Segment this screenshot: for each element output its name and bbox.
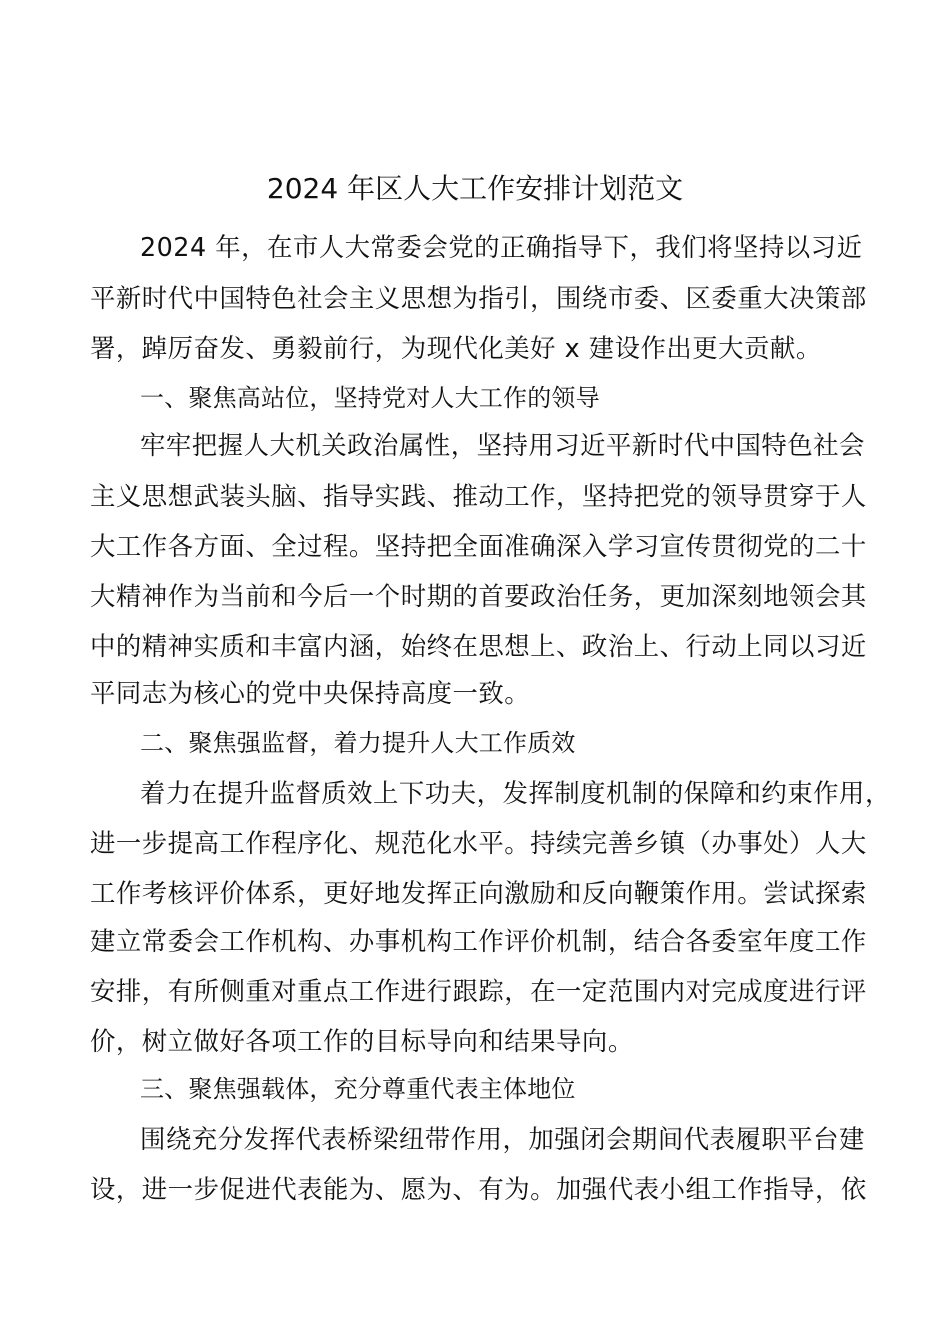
paragraph-line: 工作考核评价体系，更好地发挥正向激励和反向鞭策作用。尝试探索	[90, 878, 867, 908]
paragraph-line: 署，踔厉奋发、勇毅前行，为现代化美好 x 建设作出更大贡献。	[90, 333, 822, 363]
paragraph-line: 主义思想武装头脑、指导实践、推动工作，坚持把党的领导贯穿于人	[90, 481, 867, 511]
paragraph-line: 着力在提升监督质效上下功夫，发挥制度机制的保障和约束作用，	[140, 778, 891, 808]
paragraph-line: 平新时代中国特色社会主义思想为指引，围绕市委、区委重大决策部	[90, 283, 867, 313]
paragraph-line: 中的精神实质和丰富内涵，始终在思想上、政治上、行动上同以习近	[90, 631, 867, 661]
paragraph-line: 牢牢把握人大机关政治属性，坚持用习近平新时代中国特色社会	[140, 430, 865, 460]
paragraph-line: 建立常委会工作机构、办事机构工作评价机制，结合各委室年度工作	[90, 926, 867, 956]
paragraph-line: 大工作各方面、全过程。坚持把全面准确深入学习宣传贯彻党的二十	[90, 531, 867, 561]
paragraph-line: 平同志为核心的党中央保持高度一致。	[90, 678, 531, 708]
paragraph-line: 价，树立做好各项工作的目标导向和结果导向。	[90, 1026, 634, 1056]
paragraph-line: 进一步提高工作程序化、规范化水平。持续完善乡镇（办事处）人大	[90, 828, 867, 858]
paragraph-line: 大精神作为当前和今后一个时期的首要政治任务，更加深刻地领会其	[90, 581, 867, 611]
section-heading: 二、聚焦强监督，着力提升人大工作质效	[140, 729, 576, 757]
section-heading: 一、聚焦高站位，坚持党对人大工作的领导	[140, 384, 600, 412]
document-title: 2024 年区人大工作安排计划范文	[266, 172, 684, 205]
paragraph-line: 2024 年，在市人大常委会党的正确指导下，我们将坚持以习近	[140, 232, 863, 262]
paragraph-line: 设，进一步促进代表能为、愿为、有为。加强代表小组工作指导，依	[90, 1174, 867, 1204]
paragraph-line: 安排，有所侧重对重点工作进行跟踪，在一定范围内对完成度进行评	[90, 976, 867, 1006]
paragraph-line: 围绕充分发挥代表桥梁纽带作用，加强闭会期间代表履职平台建	[140, 1124, 865, 1154]
section-heading: 三、聚焦强载体，充分尊重代表主体地位	[140, 1075, 576, 1103]
